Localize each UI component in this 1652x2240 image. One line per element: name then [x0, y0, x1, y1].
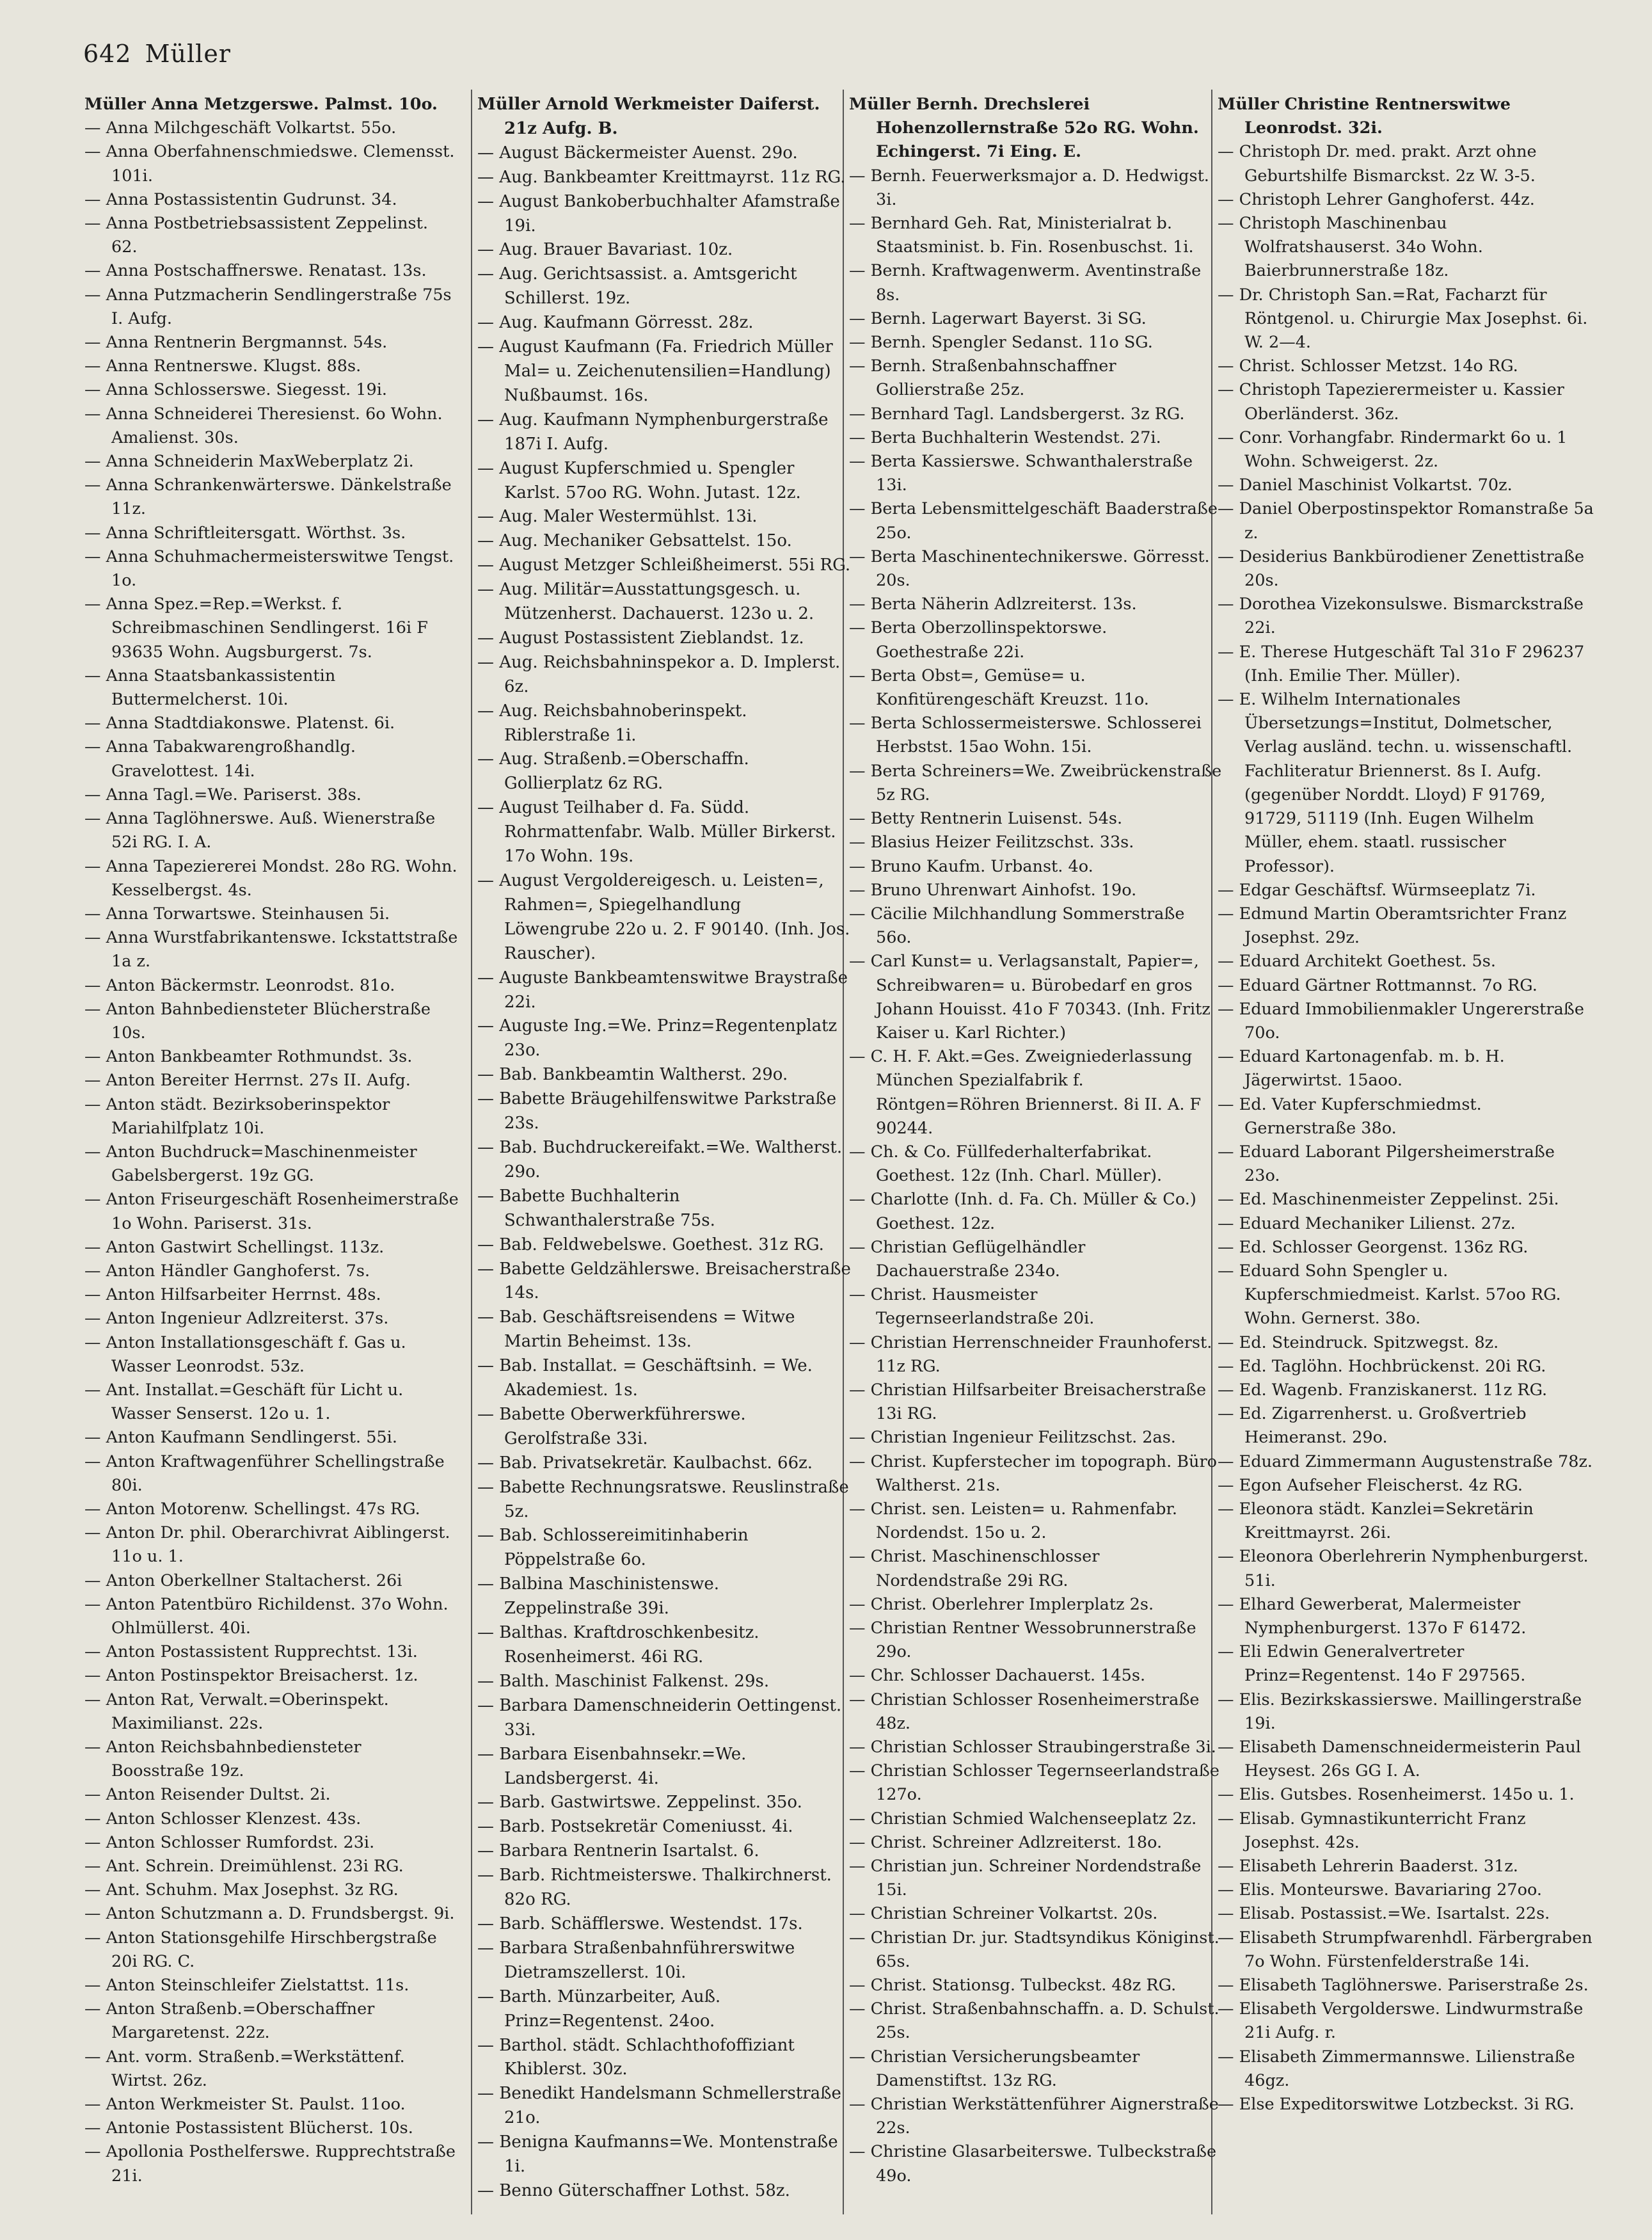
directory-entry: — Anton Reichsbahnbediensteter Boosstraße 19z. [84, 1738, 361, 1781]
directory-entry: — August Postassistent Zieblandst. 1z. [477, 628, 804, 648]
directory-entry: — Balth. Maschinist Falkenst. 29s. [477, 1671, 770, 1691]
directory-entry: — Babette Rechnungsratswe. Reuslinstraße 5z. [477, 1477, 849, 1521]
directory-entry: — Anna Spez.=Rep.=Werkst. f. Schreibmaschinen Sendlingerst. 16i F 93635 Wohn. Augsburgerst. 7s. [84, 595, 428, 662]
directory-entry: — Barbara Eisenbahnsekr.=We. Landsbergerst. 4i. [477, 1744, 747, 1788]
directory-entry: — Egon Aufseher Fleischerst. 4z RG. [1218, 1475, 1523, 1495]
directory-entry: — Carl Kunst= u. Verlagsanstalt, Papier=, Schreibwaren= u. Bürobedarf en gros Johann Houisst. 41o F 70343. (Inh. Fritz Kaiser u. Karl Richter.) [849, 952, 1211, 1043]
directory-entry: — Berta Kassierswe. Schwanthalerstraße 13i. [849, 452, 1193, 495]
directory-entry: — August Bankoberbuchhalter Afamstraße 19i. [477, 191, 840, 236]
directory-entry: — Anton Patentbüro Richildenst. 37o Wohn. Ohlmüllerst. 40i. [84, 1594, 449, 1638]
directory-entry: — Auguste Ing.=We. Prinz=Regentenplatz 23o. [477, 1016, 838, 1060]
directory-entry: — Anna Postbetriebsassistent Zeppelinst. 62. [84, 214, 428, 257]
directory-entry: — Anton Installationsgeschäft f. Gas u. Wasser Leonrodst. 53z. [84, 1332, 406, 1376]
column-3 [849, 93, 1223, 2188]
directory-entry: — Antonie Postassistent Blücherst. 10s. [84, 2118, 413, 2138]
directory-entry: — Eduard Architekt Goethest. 5s. [1218, 952, 1496, 972]
directory-entry: — Anton Händler Ganghoferst. 7s. [84, 1261, 370, 1281]
directory-entry: — Anton Bahnbediensteter Blücherstraße 10s. [84, 999, 431, 1043]
directory-entry: — Anton Postassistent Rupprechtst. 13i. [84, 1642, 418, 1662]
directory-entry: — Anna Postschaffnerswe. Renatast. 13s. [84, 261, 427, 281]
directory-entry: — Aug. Straßenb.=Oberschaffn. Gollierplatz 6z RG. [477, 749, 749, 794]
directory-entry: — Christian Herrenschneider Fraunhoferst. 11z RG. [849, 1332, 1212, 1376]
directory-entry: — Aug. Bankbeamter Kreittmayrst. 11z RG. [477, 167, 846, 187]
directory-entry: — Anna Schneiderin MaxWeberplatz 2i. [84, 452, 414, 472]
directory-entry: — Bernhard Tagl. Landsbergerst. 3z RG. [849, 404, 1185, 424]
directory-entry: — Auguste Bankbeamtenswitwe Braystraße 22i. [477, 968, 848, 1012]
directory-entry: — Anton Schlosser Rumfordst. 23i. [84, 1832, 375, 1852]
directory-entry: — Bernh. Lagerwart Bayerst. 3i SG. [849, 308, 1147, 328]
directory-entry: — Anna Wurstfabrikantenswe. Ickstattstraße 1a z. [84, 928, 458, 972]
directory-entry: — Dr. Christoph San.=Rat, Facharzt für Röntgenol. u. Chirurgie Max Josephst. 6i. W. 2—4. [1218, 285, 1588, 353]
directory-entry: — Christian Ingenieur Feilitzschst. 2as. [849, 1428, 1176, 1448]
directory-entry: — Bernh. Straßenbahnschaffner Gollierstraße 25z. [849, 356, 1116, 400]
directory-entry: — Barbara Straßenbahnführerswitwe Dietramszellerst. 10i. [477, 1938, 795, 1982]
directory-entry: — Eduard Gärtner Rottmannst. 7o RG. [1218, 975, 1537, 995]
directory-entry: — Christian Schreiner Volkartst. 20s. [849, 1904, 1158, 1924]
directory-entry: — Anna Tagl.=We. Pariserst. 38s. [84, 785, 361, 804]
directory-entry: — Berta Oberzollinspektorswe. Goethestraße 22i. [849, 618, 1108, 662]
directory-entry: — Elisabeth Taglöhnerswe. Pariserstraße 2s. [1218, 1976, 1589, 1996]
directory-entry: — Elhard Gewerberat, Malermeister Nymphenburgerst. 137o F 61472. [1218, 1594, 1527, 1638]
directory-entry: — Anna Taglöhnerswe. Auß. Wienerstraße 52i RG. I. A. [84, 809, 436, 852]
directory-entry: — Berta Obst=, Gemüse= u. Konfitürengeschäft Kreuzst. 11o. [849, 666, 1149, 710]
directory-entry: — Berta Schlossermeisterswe. Schlosserei Herbstst. 15ao Wohn. 15i. [849, 714, 1202, 757]
directory-entry: — Christian Dr. jur. Stadtsyndikus Königinst. 65s. [849, 1928, 1219, 1971]
directory-entry: — Berta Schreiners=We. Zweibrückenstraße 5z RG. [849, 761, 1222, 804]
directory-entry: — Berta Maschinentechnikerswe. Görresst. 20s. [849, 547, 1210, 591]
directory-entry: — Anton Postinspektor Breisacherst. 1z. [84, 1666, 418, 1686]
directory-entry: — August Kaufmann (Fa. Friedrich Müller Mal= u. Zeichenutensilien=Handlung) Nußbaumst. 16s. [477, 337, 833, 405]
directory-entry: — Anton Buchdruck=Maschinenmeister Gabelsbergerst. 19z GG. [84, 1142, 417, 1186]
directory-entry: — Anna Rentnerswe. Klugst. 88s. [84, 356, 361, 376]
directory-entry: — Eduard Immobilienmakler Ungererstraße 70o. [1218, 999, 1584, 1043]
directory-entry: — Bab. Geschäftsreisendens = Witwe Martin Beheimst. 13s. [477, 1308, 795, 1352]
directory-entry: — Bernh. Feuerwerksmajor a. D. Hedwigst. 3i. [849, 166, 1209, 209]
directory-entry: — Elisabeth Vergolderswe. Lindwurmstraße 21i Aufg. r. [1218, 1999, 1584, 2043]
page-number: 642 [83, 40, 132, 68]
directory-entry: — Anna Tabakwarengroßhandlg. Gravelottest. 14i. [84, 737, 356, 781]
directory-entry: — Bruno Uhrenwart Ainhofst. 19o. [849, 880, 1137, 900]
directory-entry: — Aug. Maler Westermühlst. 13i. [477, 507, 758, 527]
directory-entry: Müller Bernh. Drechslerei Hohenzollernstraße 52o RG. Wohn. Echingerst. 7i Eing. E. [849, 95, 1199, 162]
directory-entry: — Anton Steinschleifer Zielstattst. 11s. [84, 1976, 409, 1996]
directory-entry: — Barbara Rentnerin Isartalst. 6. [477, 1841, 759, 1861]
directory-entry: — Anna Oberfahnenschmiedswe. Clemensst. 101i. [84, 142, 455, 186]
directory-entry: — Eduard Kartonagenfab. m. b. H. Jägerwirtst. 15aoo. [1218, 1047, 1505, 1091]
directory-entry: — Barth. Münzarbeiter, Auß. Prinz=Regentenst. 24oo. [477, 1987, 721, 2031]
directory-entry: — Anton Motorenw. Schellingst. 47s RG. [84, 1499, 420, 1519]
directory-entry: — Edgar Geschäftsf. Würmseeplatz 7i. [1218, 880, 1536, 900]
directory-entry: — Anton Friseurgeschäft Rosenheimerstraße 1o Wohn. Pariserst. 31s. [84, 1190, 459, 1233]
directory-entry: — Bernhard Geh. Rat, Ministerialrat b. Staatsminist. b. Fin. Rosenbuschst. 1i. [849, 214, 1194, 257]
directory-entry: — Christ. Schreiner Adlzreiterst. 18o. [849, 1832, 1163, 1852]
directory-entry: — Aug. Mechaniker Gebsattelst. 15o. [477, 531, 792, 551]
directory-entry: — Aug. Kaufmann Nymphenburgerstraße 187i I. Aufg. [477, 410, 829, 454]
directory-entry: — Eduard Zimmermann Augustenstraße 78z. [1218, 1452, 1593, 1471]
directory-entry: — Anton Stationsgehilfe Hirschbergstraße 20i RG. C. [84, 1928, 437, 1971]
directory-entry: — Elisab. Postassist.=We. Isartalst. 22s. [1218, 1904, 1550, 1924]
directory-entry: — Christian Schlosser Tegernseerlandstraße 127o. [849, 1761, 1219, 1805]
directory-entry: — Bernh. Kraftwagenwerm. Aventinstraße 8s. [849, 261, 1202, 305]
directory-entry: — Berta Buchhalterin Westendst. 27i. [849, 428, 1161, 447]
directory-entry: — C. H. F. Akt.=Ges. Zweigniederlassung München Spezialfabrik f. Röntgen=Röhren Briennerst. 8i II. A. F 90244. [849, 1047, 1202, 1138]
directory-entry: — Conr. Vorhangfabr. Rindermarkt 6o u. 1 Wohn. Schweigerst. 2z. [1218, 428, 1568, 472]
directory-entry: — Anna Schlosserswe. Siegesst. 19i. [84, 380, 387, 400]
directory-entry: — Anna Rentnerin Bergmannst. 54s. [84, 333, 388, 353]
directory-entry: — Anna Schneiderei Theresienst. 6o Wohn. Amalienst. 30s. [84, 404, 443, 447]
directory-entry: — Christ. Hausmeister Tegernseerlandstraße 20i. [849, 1285, 1095, 1329]
directory-entry: — Bab. Installat. = Geschäftsinh. = We. Akademiest. 1s. [477, 1356, 813, 1400]
directory-entry: — Christ. Schlosser Metzst. 14o RG. [1218, 356, 1518, 376]
directory-entry: — Eduard Sohn Spengler u. Kupferschmiedmeist. Karlst. 57oo RG. Wohn. Gernerst. 38o. [1218, 1261, 1561, 1329]
directory-entry: — Anton Kraftwagenführer Schellingstraße 80i. [84, 1452, 445, 1495]
directory-entry: — Anton städt. Bezirksoberinspektor Mariahilfplatz 10i. [84, 1094, 390, 1138]
directory-entry: — Benigna Kaufmanns=We. Montenstraße 1i. [477, 2132, 838, 2177]
directory-entry: — Anton Oberkellner Staltacherst. 26i [84, 1571, 402, 1590]
directory-entry: — Anna Postassistentin Gudrunst. 34. [84, 189, 397, 209]
directory-entry: — Bernh. Spengler Sedanst. 11o SG. [849, 333, 1153, 353]
directory-entry: — Eleonora städt. Kanzlei=Sekretärin Kreittmayrst. 26i. [1218, 1499, 1534, 1543]
directory-entry: — Benedikt Handelsmann Schmellerstraße 21o. [477, 2084, 841, 2128]
directory-entry: — Anna Torwartswe. Steinhausen 5i. [84, 904, 390, 924]
directory-entry: — Christian Geflügelhändler Dachauerstraße 234o. [849, 1237, 1086, 1281]
directory-entry: — Ed. Zigarrenherst. u. Großvertrieb Heimeranst. 29o. [1218, 1404, 1527, 1448]
directory-entry: — Cäcilie Milchhandlung Sommerstraße 56o. [849, 904, 1185, 948]
directory-entry: — Ed. Wagenb. Franziskanerst. 11z RG. [1218, 1380, 1548, 1400]
directory-entry: — Desiderius Bankbürodiener Zenettistraße 20s. [1218, 547, 1585, 591]
directory-entry: — Eduard Mechaniker Lilienst. 27z. [1218, 1213, 1516, 1233]
directory-entry: — Anton Straßenb.=Oberschaffner Margaretenst. 22z. [84, 1999, 375, 2043]
directory-entry: — August Metzger Schleißheimerst. 55i RG. [477, 556, 851, 575]
directory-entry: — Aug. Brauer Bavariast. 10z. [477, 240, 733, 260]
directory-entry: — Bruno Kaufm. Urbanst. 4o. [849, 856, 1093, 876]
directory-entry: — Christoph Lehrer Ganghoferst. 44z. [1218, 189, 1535, 209]
directory-entry: — Anton Schlosser Klenzest. 43s. [84, 1809, 361, 1828]
directory-entry: — Anton Kaufmann Sendlingerst. 55i. [84, 1428, 397, 1448]
directory-entry: — Charlotte (Inh. d. Fa. Ch. Müller & Co.) Goethest. 12z. [849, 1190, 1196, 1233]
directory-entry: — August Bäckermeister Auenst. 29o. [477, 143, 798, 163]
directory-entry: — Anna Tapeziererei Mondst. 28o RG. Wohn. Kesselbergst. 4s. [84, 856, 457, 900]
directory-entry: — Apollonia Posthelferswe. Rupprechtstraße 21i. [84, 2142, 456, 2186]
directory-entry: — August Teilhaber d. Fa. Südd. Rohrmattenfabr. Walb. Müller Birkerst. 17o Wohn. 19s. [477, 798, 836, 867]
directory-entry: — Balbina Maschinistenswe. Zeppelinstraße 39i. [477, 1574, 719, 1619]
directory-entry: — Anna Stadtdiakonswe. Platenst. 6i. [84, 714, 395, 733]
directory-entry: — Barbara Damenschneiderin Oettingenst. 33i. [477, 1695, 842, 1740]
directory-entry: — Babette Bräugehilfenswitwe Parkstraße 23s. [477, 1089, 837, 1133]
directory-entry: — Bab. Schlossereimitinhaberin Pöppelstraße 6o. [477, 1526, 749, 1570]
directory-entry: — Anton Reisender Dultst. 2i. [84, 1785, 331, 1805]
directory-entry: — Christian Hilfsarbeiter Breisacherstraße 13i RG. [849, 1380, 1207, 1424]
directory-entry: — E. Wilhelm Internationales Übersetzungs=Institut, Dolmetscher, Verlag ausländ. techn. u. wissenschaftl. Fachliteratur Briennerst. 8s I. Aufg. (gegenüber Norddt. Lloyd) F 91769, 91729, 51119 (Inh. Eugen Wilhelm Müller, ehem. staatl. russischer Professor). [1218, 690, 1573, 876]
directory-entry: — August Vergoldereigesch. u. Leisten=, Rahmen=, Spiegelhandlung Löwengrube 22o u. 2. F 90140. (Inh. Jos. Rauscher). [477, 871, 850, 963]
directory-entry: — Babette Geldzählerswe. Breisacherstraße 14s. [477, 1259, 851, 1303]
column-4 [1218, 93, 1595, 2116]
directory-entry: — Aug. Kaufmann Görresst. 28z. [477, 313, 754, 333]
page-header [83, 40, 231, 68]
directory-entry: — Christian Schlosser Rosenheimerstraße 48z. [849, 1690, 1200, 1733]
directory-entry: — Anton Ingenieur Adlzreiterst. 37s. [84, 1309, 389, 1329]
directory-entry: — Christoph Maschinenbau Wolfratshauserst. 34o Wohn. Baierbrunnerstraße 18z. [1218, 214, 1483, 281]
directory-entry: — Anton Bankbeamter Rothmundst. 3s. [84, 1047, 413, 1067]
directory-entry: — Eleonora Oberlehrerin Nymphenburgerst. 51i. [1218, 1547, 1589, 1590]
directory-entry: — Ant. Schuhm. Max Josephst. 3z RG. [84, 1880, 399, 1900]
directory-entry: — Christian Schmied Walchenseeplatz 2z. [849, 1809, 1197, 1828]
directory-entry: — Anton Gastwirt Schellingst. 113z. [84, 1237, 385, 1257]
directory-entry: — Balthas. Kraftdroschkenbesitz. Rosenheimerst. 46i RG. [477, 1623, 759, 1667]
directory-entry: — Ed. Schlosser Georgenst. 136z RG. [1218, 1237, 1529, 1257]
directory-entry: — Anna Staatsbankassistentin Buttermelcherst. 10i. [84, 666, 336, 710]
directory-entry: — Bab. Buchdruckereifakt.=We. Waltherst. 29o. [477, 1137, 843, 1181]
directory-entry: — Anton Bereiter Herrnst. 27s II. Aufg. [84, 1071, 411, 1091]
directory-entry: — Elis. Monteurswe. Bavariaring 27oo. [1218, 1880, 1542, 1900]
directory-entry: — Anton Bäckermstr. Leonrodst. 81o. [84, 975, 395, 995]
directory-entry: — Christ. Maschinenschlosser Nordendstraße 29i RG. [849, 1547, 1100, 1590]
directory-entry: — Barb. Schäfflerswe. Westendst. 17s. [477, 1914, 803, 1933]
column-rule [471, 90, 472, 2214]
directory-entry: — Edmund Martin Oberamtsrichter Franz Josephst. 29z. [1218, 904, 1567, 948]
directory-entry: — Blasius Heizer Feilitzschst. 33s. [849, 833, 1134, 852]
directory-entry: — Ant. vorm. Straßenb.=Werkstättenf. Wirtst. 26z. [84, 2047, 405, 2090]
directory-entry: — Bab. Feldwebelswe. Goethest. 31z RG. [477, 1235, 824, 1254]
directory-entry: — Christ. Kupferstecher im topograph. Büro Waltherst. 21s. [849, 1452, 1217, 1495]
running-title: Müller [145, 40, 231, 68]
directory-entry: — Barb. Richtmeisterswe. Thalkirchnerst. 82o RG. [477, 1866, 832, 1910]
directory-entry: Müller Anna Metzgerswe. Palmst. 10o. [84, 95, 438, 114]
directory-entry: — Barb. Gastwirtswe. Zeppelinst. 35o. [477, 1793, 802, 1812]
directory-entry: — August Kupferschmied u. Spengler Karlst. 57oo RG. Wohn. Jutast. 12z. [477, 458, 801, 502]
directory-entry: — Ed. Steindruck. Spitzwegst. 8z. [1218, 1332, 1499, 1352]
directory-entry: — Elis. Bezirkskassierswe. Maillingerstraße 19i. [1218, 1690, 1582, 1733]
directory-entry: — Dorothea Vizekonsulswe. Bismarckstraße 22i. [1218, 595, 1584, 638]
directory-entry: — Aug. Gerichtsassist. a. Amtsgericht Schillerst. 19z. [477, 264, 797, 308]
directory-entry: — Christ. sen. Leisten= u. Rahmenfabr. Nordendst. 15o u. 2. [849, 1499, 1177, 1543]
directory-entry: — Ch. & Co. Füllfederhalterfabrikat. Goethest. 12z (Inh. Charl. Müller). [849, 1142, 1163, 1186]
directory-entry: — Elisabeth Damenschneidermeisterin Paul Heysest. 26s GG I. A. [1218, 1738, 1581, 1781]
directory-entry: — Anna Putzmacherin Sendlingerstraße 75s I. Aufg. [84, 285, 452, 328]
directory-entry: — Ed. Vater Kupferschmiedmst. Gernerstraße 38o. [1218, 1094, 1482, 1138]
directory-entry: — Aug. Militär=Ausstattungsgesch. u. Mützenherst. Dachauerst. 123o u. 2. [477, 580, 814, 624]
directory-entry: — Barthol. städt. Schlachthofoffiziant Khiblerst. 30z. [477, 2035, 795, 2079]
directory-entry: Müller Christine Rentnerswitwe Leonrodst. 32i. [1218, 95, 1511, 138]
directory-entry: — Anna Schuhmachermeisterswitwe Tengst. 1o. [84, 547, 454, 591]
directory-entry: — Bab. Privatsekretär. Kaulbachst. 66z. [477, 1453, 813, 1473]
directory-entry: — Bab. Bankbeamtin Waltherst. 29o. [477, 1065, 788, 1085]
directory-entry: — Daniel Oberpostinspektor Romanstraße 5a z. [1218, 499, 1594, 543]
directory-entry: — Anton Dr. phil. Oberarchivrat Aiblingerst. 11o u. 1. [84, 1523, 450, 1567]
column-1 [84, 93, 459, 2188]
directory-entry: — Ant. Installat.=Geschäft für Licht u. Wasser Senserst. 12o u. 1. [84, 1380, 404, 1424]
directory-entry: — Elis. Gutsbes. Rosenheimerst. 145o u. 1. [1218, 1785, 1575, 1805]
directory-entry: — Betty Rentnerin Luisenst. 54s. [849, 809, 1123, 829]
directory-entry: — Else Expeditorswitwe Lotzbeckst. 3i RG. [1218, 2095, 1575, 2115]
directory-entry: — Anton Werkmeister St. Paulst. 11oo. [84, 2095, 406, 2115]
directory-entry: — Christoph Tapezierermeister u. Kassier Oberländerst. 36z. [1218, 380, 1564, 424]
directory-entry: — Christ. Straßenbahnschaffn. a. D. Schulst. 25s. [849, 1999, 1219, 2043]
directory-entry: — Christ. Oberlehrer Implerplatz 2s. [849, 1594, 1154, 1614]
directory-entry: — Elisabeth Zimmermannswe. Lilienstraße 46gz. [1218, 2047, 1575, 2090]
directory-entry: — Elisab. Gymnastikunterricht Franz Josephst. 42s. [1218, 1809, 1526, 1852]
directory-entry: — Anna Schrankenwärterswe. Dänkelstraße 11z. [84, 476, 452, 519]
directory-entry: — Babette Oberwerkführerswe. Gerolfstraße 33i. [477, 1404, 746, 1448]
directory-entry: — Ant. Schrein. Dreimühlenst. 23i RG. [84, 1857, 404, 1876]
directory-entry: — Christian jun. Schreiner Nordendstraße 15i. [849, 1857, 1202, 1900]
directory-entry: — Ed. Taglöhn. Hochbrückenst. 20i RG. [1218, 1356, 1546, 1376]
directory-entry: — Aug. Reichsbahnoberinspekt. Riblerstraße 1i. [477, 701, 747, 745]
directory-entry: — Anna Schriftleitersgatt. Wörthst. 3s. [84, 523, 406, 543]
directory-entry: — Christian Rentner Wessobrunnerstraße 29o. [849, 1619, 1196, 1662]
directory-entry: — Anna Milchgeschäft Volkartst. 55o. [84, 118, 397, 138]
directory-entry: — Benno Güterschaffner Lothst. 58z. [477, 2180, 790, 2200]
directory-entry: — Daniel Maschinist Volkartst. 70z. [1218, 476, 1513, 495]
directory-entry: — Christian Schlosser Straubingerstraße 3i. [849, 1738, 1216, 1757]
directory-entry: — Christoph Dr. med. prakt. Arzt ohne Geburtshilfe Bismarckst. 2z W. 3-5. [1218, 142, 1537, 186]
directory-entry: — Chr. Schlosser Dachauerst. 145s. [849, 1666, 1146, 1686]
directory-entry: — Ed. Maschinenmeister Zeppelinst. 25i. [1218, 1190, 1559, 1210]
directory-entry: — Anton Hilfsarbeiter Herrnst. 48s. [84, 1285, 381, 1305]
directory-entry: — Elisabeth Lehrerin Baaderst. 31z. [1218, 1857, 1518, 1876]
directory-entry: — Eduard Laborant Pilgersheimerstraße 23o. [1218, 1142, 1555, 1186]
directory-entry: — Berta Näherin Adlzreiterst. 13s. [849, 595, 1137, 614]
directory-entry: — Christ. Stationsg. Tulbeckst. 48z RG. [849, 1976, 1177, 1996]
directory-entry: Müller Arnold Werkmeister Daiferst. 21z Aufg. B. [477, 95, 820, 138]
directory-entry: — Eli Edwin Generalvertreter Prinz=Regentenst. 14o F 297565. [1218, 1642, 1526, 1686]
directory-entry: — Aug. Reichsbahninspekor a. D. Implerst. 6z. [477, 652, 841, 696]
directory-entry: — Barb. Postsekretär Comeniusst. 4i. [477, 1817, 793, 1837]
directory-entry: — Christian Versicherungsbeamter Damenstiftst. 13z RG. [849, 2047, 1140, 2090]
directory-entry: — Berta Lebensmittelgeschäft Baaderstraße 25o. [849, 499, 1218, 543]
directory-entry: — Anton Rat, Verwalt.=Oberinspekt. Maximilianst. 22s. [84, 1690, 389, 1733]
directory-entry: — Elisabeth Strumpfwarenhdl. Färbergraben 7o Wohn. Fürstenfelderstraße 14i. [1218, 1928, 1592, 1971]
column-2 [477, 93, 852, 2204]
directory-entry: — Anton Schutzmann a. D. Frundsbergst. 9i. [84, 1904, 455, 1924]
directory-entry: — E. Therese Hutgeschäft Tal 31o F 296237 (Inh. Emilie Ther. Müller). [1218, 642, 1585, 685]
directory-entry: — Christian Werkstättenführer Aignerstraße 22s. [849, 2095, 1219, 2138]
directory-entry: — Christine Glasarbeiterswe. Tulbeckstraße 49o. [849, 2142, 1217, 2186]
directory-entry: — Babette Buchhalterin Schwanthalerstraße 75s. [477, 1186, 715, 1230]
